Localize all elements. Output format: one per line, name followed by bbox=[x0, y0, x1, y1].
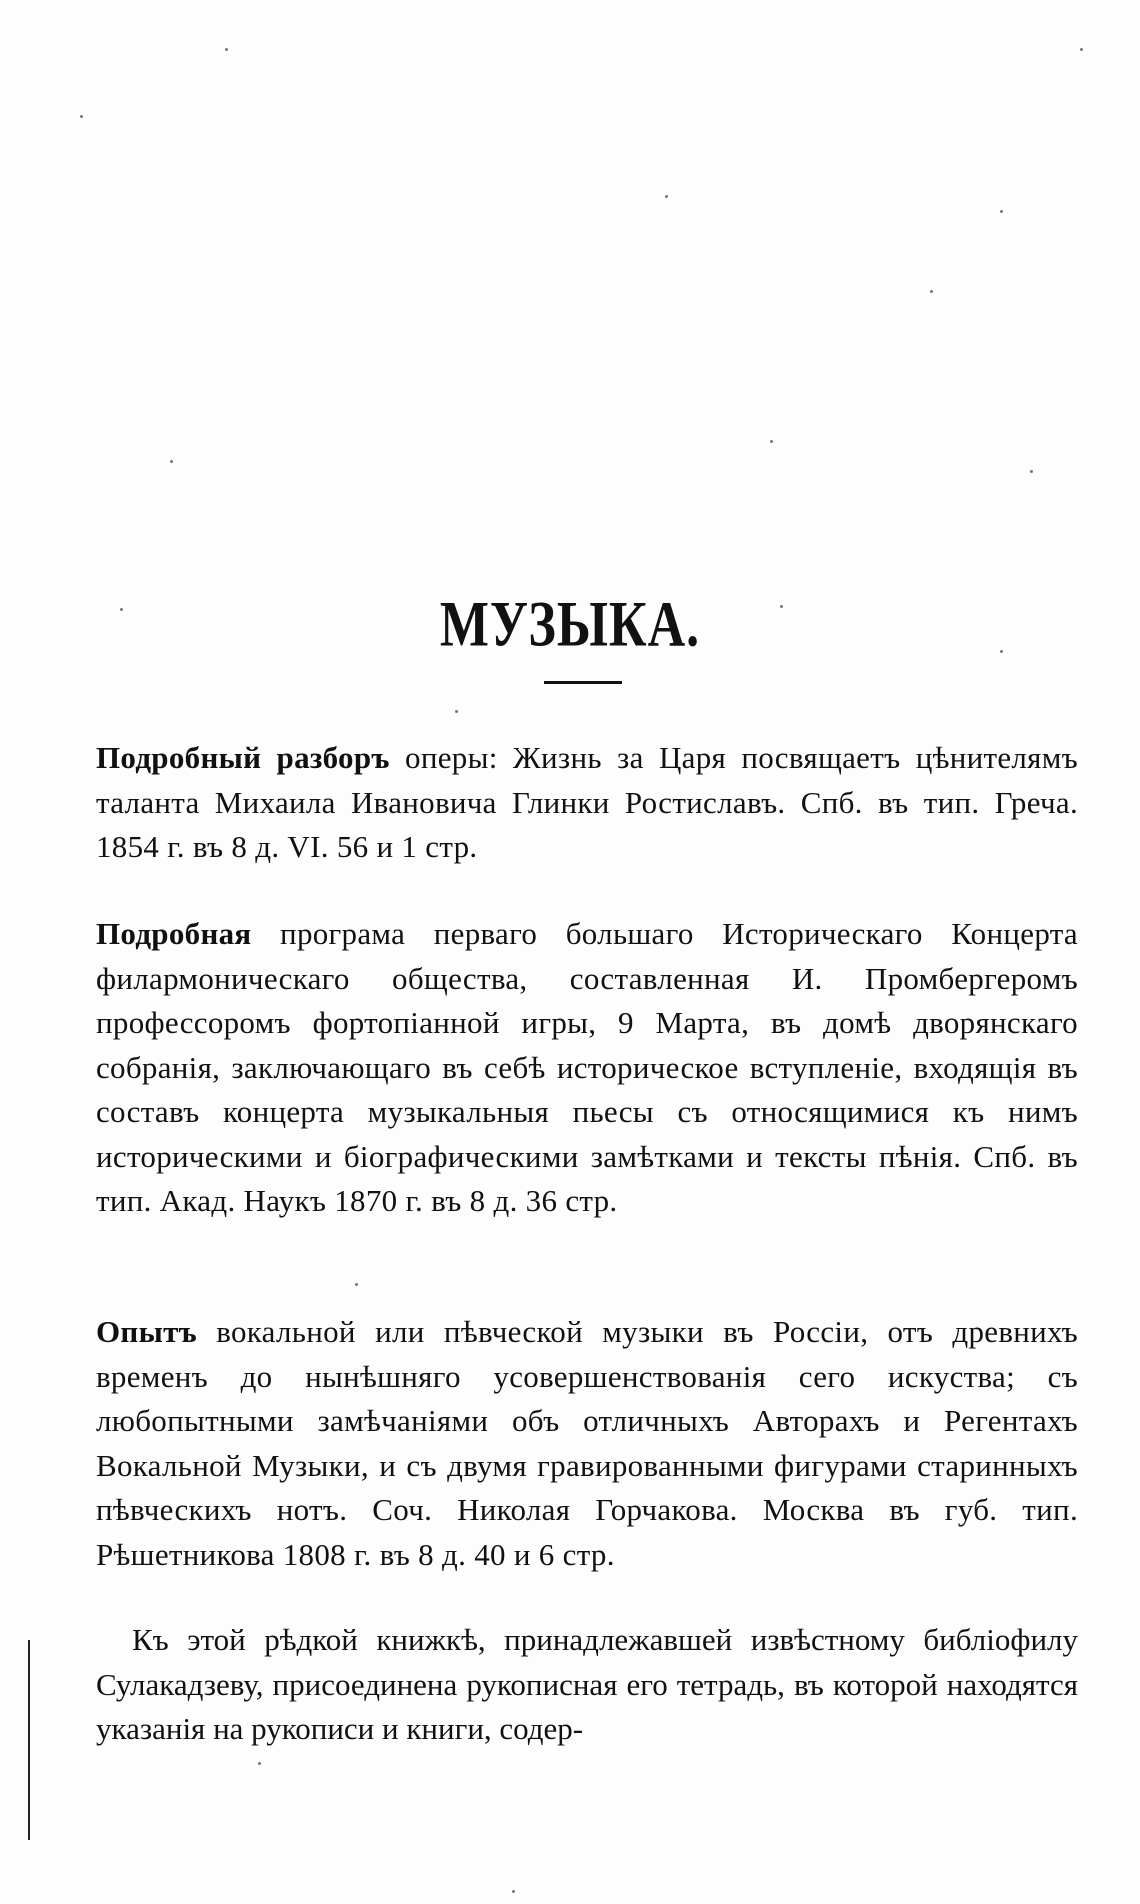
page-title: МУЗЫКА. bbox=[439, 589, 701, 661]
scan-speck bbox=[1080, 48, 1083, 51]
bibliography-entry bbox=[96, 912, 1078, 1224]
entry-text: оперы: Жизнь за Царя посвящаетъ цѣнителямъ таланта Михаила Ивановича Глинки Ростиславъ. Спб. въ тип. Греча. 1854 г. въ 8 д. VI. 56 и 1 стр. bbox=[96, 740, 1078, 864]
title-divider bbox=[544, 681, 622, 684]
scan-speck bbox=[665, 195, 668, 198]
scan-speck bbox=[930, 290, 933, 293]
scan-speck bbox=[120, 608, 123, 611]
page-edge-line bbox=[28, 1640, 30, 1840]
scan-speck bbox=[770, 440, 773, 443]
scan-speck bbox=[780, 605, 783, 608]
bibliography-entry bbox=[96, 736, 1078, 870]
entry-note: Къ этой рѣдкой книжкѣ, принадлежавшей извѣстному библіофилу Сулакадзеву, присоединена рукописная его тетрадь, въ которой находятся указанія на рукописи и книги, содер- bbox=[96, 1622, 1078, 1746]
scan-speck bbox=[1000, 650, 1003, 653]
scan-speck bbox=[512, 1890, 515, 1893]
scan-speck bbox=[170, 460, 173, 463]
scan-speck bbox=[1030, 470, 1033, 473]
scan-speck bbox=[1000, 210, 1003, 213]
scan-speck bbox=[225, 48, 228, 51]
scan-speck bbox=[80, 115, 83, 118]
bibliography-entry bbox=[96, 1310, 1078, 1577]
scan-speck bbox=[455, 710, 458, 713]
scan-speck bbox=[258, 1762, 261, 1765]
scan-speck bbox=[355, 1283, 358, 1286]
entry-text: вокальной или пѣвческой музыки въ Россіи, отъ древнихъ временъ до нынѣшняго усовершенствованія сего искуства; съ любопытными замѣчаніями объ отличныхъ Авторахъ и Регентахъ Вокальной Музыки, и съ двумя гравированными фигурами старинныхъ пѣвческихъ нотъ. Соч. Николая Горчакова. Москва въ губ. тип. Рѣшетникова 1808 г. въ 8 д. 40 и 6 стр. bbox=[96, 1314, 1078, 1572]
entry-lead: Опытъ bbox=[96, 1314, 197, 1349]
entry-lead: Подробная bbox=[96, 916, 252, 951]
entry-text: програма перваго большаго Историческаго Концерта филармоническаго общества, составленная И. Промбергеромъ профессоромъ фортопіанной игры, 9 Марта, въ домѣ дворянскаго собранія, заключающаго въ себѣ историческое вступленіе, входящія въ составъ концерта музыкальныя пьесы съ относящимися къ нимъ историческими и біографическими замѣтками и тексты пѣнія. Спб. въ тип. Акад. Наукъ 1870 г. въ 8 д. 36 стр. bbox=[96, 916, 1078, 1218]
entry-lead: Подробный разборъ bbox=[96, 740, 390, 775]
